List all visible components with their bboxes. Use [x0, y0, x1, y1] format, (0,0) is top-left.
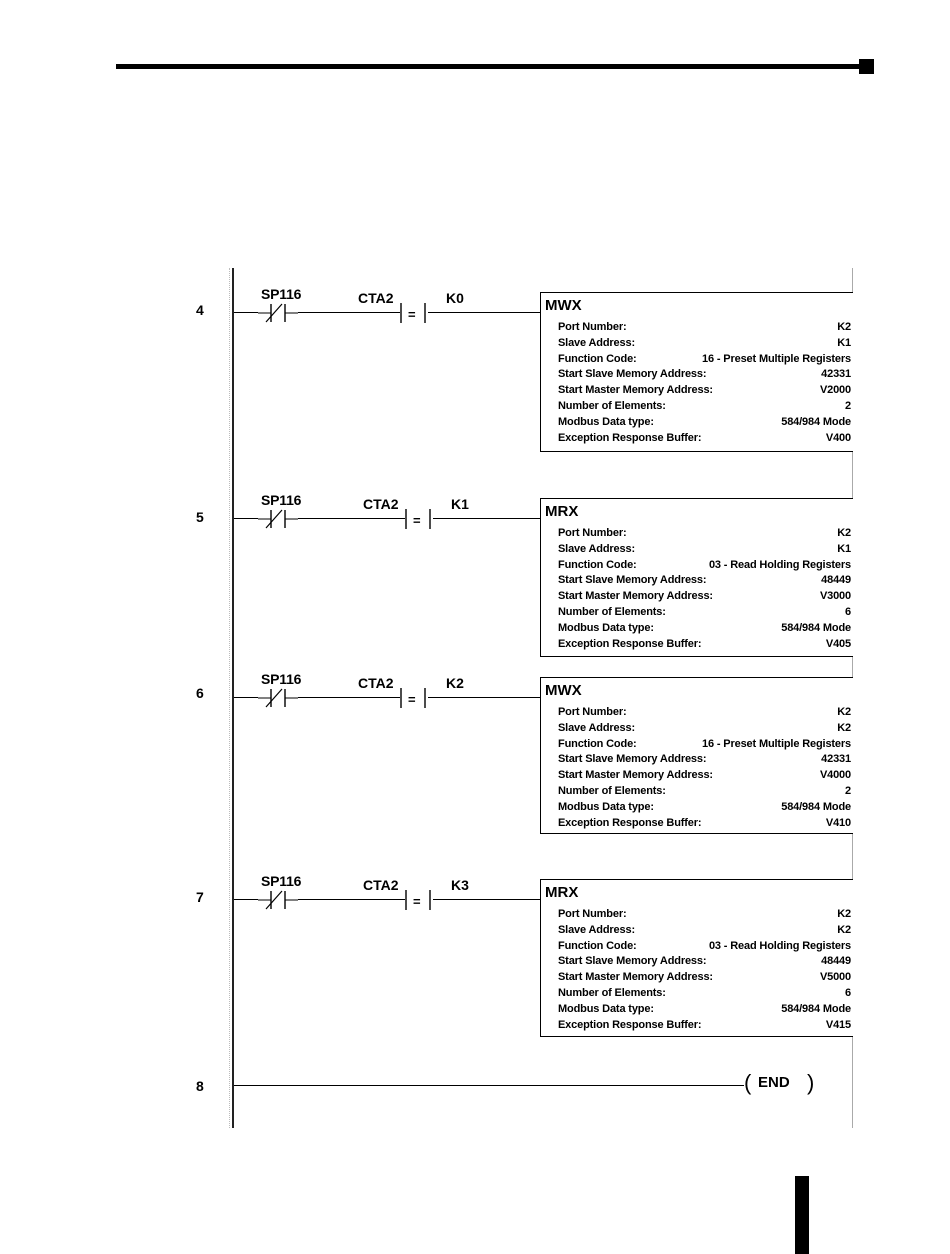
parameter-value: V410	[825, 816, 851, 829]
parameter-label: Modbus Data type:	[558, 800, 654, 813]
rung-number: 4	[196, 302, 204, 318]
parameter-label: Function Code:	[558, 352, 637, 365]
parameter-value: 03 - Read Holding Registers	[708, 939, 851, 952]
rung-number: 7	[196, 889, 204, 905]
parameter-label: Start Master Memory Address:	[558, 769, 713, 782]
instruction-name: MRX	[545, 503, 579, 520]
compare-operator: =	[408, 307, 416, 322]
instruction-parameter-row	[558, 1002, 851, 1018]
instruction-parameter-row	[558, 542, 851, 558]
instruction-parameter-row	[558, 526, 851, 542]
instruction-parameter-row	[558, 621, 851, 637]
parameter-label: Modbus Data type:	[558, 621, 654, 634]
parameter-value: K1	[837, 542, 851, 555]
parameter-label: Function Code:	[558, 558, 637, 571]
parameter-label: Number of Elements:	[558, 784, 666, 797]
instruction-parameter-row	[558, 784, 851, 800]
instruction-parameter-row	[558, 939, 851, 955]
instruction-parameter-row	[558, 970, 851, 986]
parameter-value: 584/984 Mode	[781, 800, 851, 813]
instruction-parameter-row	[558, 367, 851, 383]
compare-right-operand: K2	[446, 675, 464, 691]
compare-left-operand: CTA2	[358, 290, 394, 306]
end-rung-wire	[234, 1085, 744, 1086]
instruction-parameter-row	[558, 415, 851, 431]
instruction-parameter-row	[558, 721, 851, 737]
instruction-name: MWX	[545, 297, 582, 314]
instruction-parameters	[558, 526, 851, 652]
parameter-value: V4000	[819, 769, 851, 782]
instruction-parameter-row	[558, 737, 851, 753]
parameter-label: Port Number:	[558, 321, 627, 333]
instruction-parameter-row	[558, 705, 851, 721]
instruction-parameters	[558, 907, 851, 1033]
instruction-parameter-row	[558, 399, 851, 415]
instruction-parameter-row	[558, 954, 851, 970]
parameter-label: Number of Elements:	[558, 986, 666, 999]
compare-right-operand: K1	[451, 496, 469, 512]
instruction-parameter-row	[558, 800, 851, 816]
parameter-value: 584/984 Mode	[781, 621, 851, 634]
instruction-parameter-row	[558, 605, 851, 621]
instruction-parameter-row	[558, 816, 851, 832]
contact-address: SP116	[261, 873, 302, 889]
parameter-label: Slave Address:	[558, 923, 635, 936]
normally-closed-contact-icon	[258, 887, 298, 913]
instruction-parameter-row	[558, 383, 851, 399]
parameter-value: 6	[845, 605, 851, 618]
header-rule-marker	[859, 59, 874, 74]
contact-address: SP116	[261, 492, 302, 508]
end-coil-close-paren: )	[807, 1070, 815, 1095]
parameter-label: Start Master Memory Address:	[558, 384, 713, 397]
parameter-label: Number of Elements:	[558, 605, 666, 618]
parameter-value: 48449	[821, 955, 851, 968]
parameter-value: 6	[845, 986, 851, 999]
parameter-value: K2	[837, 908, 851, 920]
parameter-label: Slave Address:	[558, 542, 635, 555]
parameter-label: Slave Address:	[558, 336, 635, 349]
parameter-label: Exception Response Buffer:	[558, 816, 702, 829]
instruction-parameter-row	[558, 431, 851, 447]
parameter-value: 584/984 Mode	[781, 415, 851, 428]
parameter-label: Start Master Memory Address:	[558, 590, 713, 603]
instruction-parameter-row	[558, 637, 851, 653]
parameter-value: K1	[837, 336, 851, 349]
parameter-label: Function Code:	[558, 939, 637, 952]
parameter-value: K2	[837, 321, 851, 333]
instruction-parameter-row	[558, 320, 851, 336]
instruction-parameter-row	[558, 573, 851, 589]
parameter-label: Exception Response Buffer:	[558, 637, 702, 650]
instruction-parameter-row	[558, 923, 851, 939]
end-coil-label: END	[758, 1074, 790, 1091]
instruction-parameter-row	[558, 558, 851, 574]
compare-operator: =	[413, 513, 421, 528]
rung-wire-right	[433, 518, 540, 519]
instruction-parameter-row	[558, 752, 851, 768]
parameter-label: Slave Address:	[558, 721, 635, 734]
compare-left-operand: CTA2	[358, 675, 394, 691]
instruction-box	[540, 677, 853, 834]
parameter-label: Modbus Data type:	[558, 1002, 654, 1015]
parameter-label: Modbus Data type:	[558, 415, 654, 428]
parameter-label: Start Slave Memory Address:	[558, 955, 707, 968]
instruction-box	[540, 292, 853, 452]
compare-left-operand: CTA2	[363, 877, 399, 893]
parameter-value: K2	[837, 706, 851, 718]
instruction-parameter-row	[558, 768, 851, 784]
instruction-parameters	[558, 705, 851, 831]
parameter-value: V405	[825, 637, 851, 650]
instruction-parameter-row	[558, 589, 851, 605]
parameter-label: Exception Response Buffer:	[558, 1018, 702, 1031]
parameter-label: Start Slave Memory Address:	[558, 753, 707, 766]
parameter-value: 2	[845, 399, 851, 412]
left-power-rail	[232, 268, 234, 1128]
parameter-value: 48449	[821, 574, 851, 587]
parameter-value: 42331	[821, 753, 851, 766]
parameter-value: V5000	[819, 971, 851, 984]
parameter-label: Exception Response Buffer:	[558, 431, 702, 444]
instruction-parameter-row	[558, 986, 851, 1002]
page-edge-tab	[795, 1176, 809, 1254]
parameter-value: K2	[837, 721, 851, 734]
contact-address: SP116	[261, 286, 302, 302]
compare-operator: =	[413, 894, 421, 909]
contact-address: SP116	[261, 671, 302, 687]
instruction-parameter-row	[558, 1018, 851, 1034]
instruction-parameter-row	[558, 352, 851, 368]
normally-closed-contact-icon	[258, 300, 298, 326]
parameter-label: Start Slave Memory Address:	[558, 368, 707, 381]
rung-number: 6	[196, 685, 204, 701]
parameter-label: Port Number:	[558, 908, 627, 920]
instruction-name: MRX	[545, 884, 579, 901]
parameter-label: Port Number:	[558, 706, 627, 718]
instruction-parameter-row	[558, 336, 851, 352]
parameter-label: Function Code:	[558, 737, 637, 750]
parameter-value: 42331	[821, 368, 851, 381]
parameter-value: 16 - Preset Multiple Registers	[702, 737, 851, 750]
parameter-label: Port Number:	[558, 527, 627, 539]
end-coil-open-paren: (	[744, 1070, 752, 1095]
rung-wire-right	[428, 312, 540, 313]
parameter-value: K2	[837, 923, 851, 936]
rung-number: 8	[196, 1078, 204, 1094]
instruction-parameter-row	[558, 907, 851, 923]
parameter-value: 16 - Preset Multiple Registers	[702, 352, 851, 365]
instruction-box	[540, 498, 853, 657]
parameter-label: Number of Elements:	[558, 399, 666, 412]
compare-right-operand: K3	[451, 877, 469, 893]
rung-number: 5	[196, 509, 204, 525]
parameter-value: 2	[845, 784, 851, 797]
parameter-value: 03 - Read Holding Registers	[708, 558, 851, 571]
compare-left-operand: CTA2	[363, 496, 399, 512]
parameter-value: V3000	[819, 590, 851, 603]
parameter-label: Start Master Memory Address:	[558, 971, 713, 984]
parameter-value: K2	[837, 527, 851, 539]
parameter-label: Start Slave Memory Address:	[558, 574, 707, 587]
normally-closed-contact-icon	[258, 685, 298, 711]
parameter-value: V415	[825, 1018, 851, 1031]
rung-wire-right	[428, 697, 540, 698]
compare-right-operand: K0	[446, 290, 464, 306]
left-power-rail-shadow	[229, 268, 231, 1128]
instruction-box	[540, 879, 853, 1037]
instruction-name: MWX	[545, 682, 582, 699]
compare-operator: =	[408, 692, 416, 707]
normally-closed-contact-icon	[258, 506, 298, 532]
parameter-value: V400	[825, 431, 851, 444]
instruction-parameters	[558, 320, 851, 446]
header-rule	[116, 64, 862, 69]
rung-wire-right	[433, 899, 540, 900]
parameter-value: V2000	[819, 384, 851, 397]
parameter-value: 584/984 Mode	[781, 1002, 851, 1015]
